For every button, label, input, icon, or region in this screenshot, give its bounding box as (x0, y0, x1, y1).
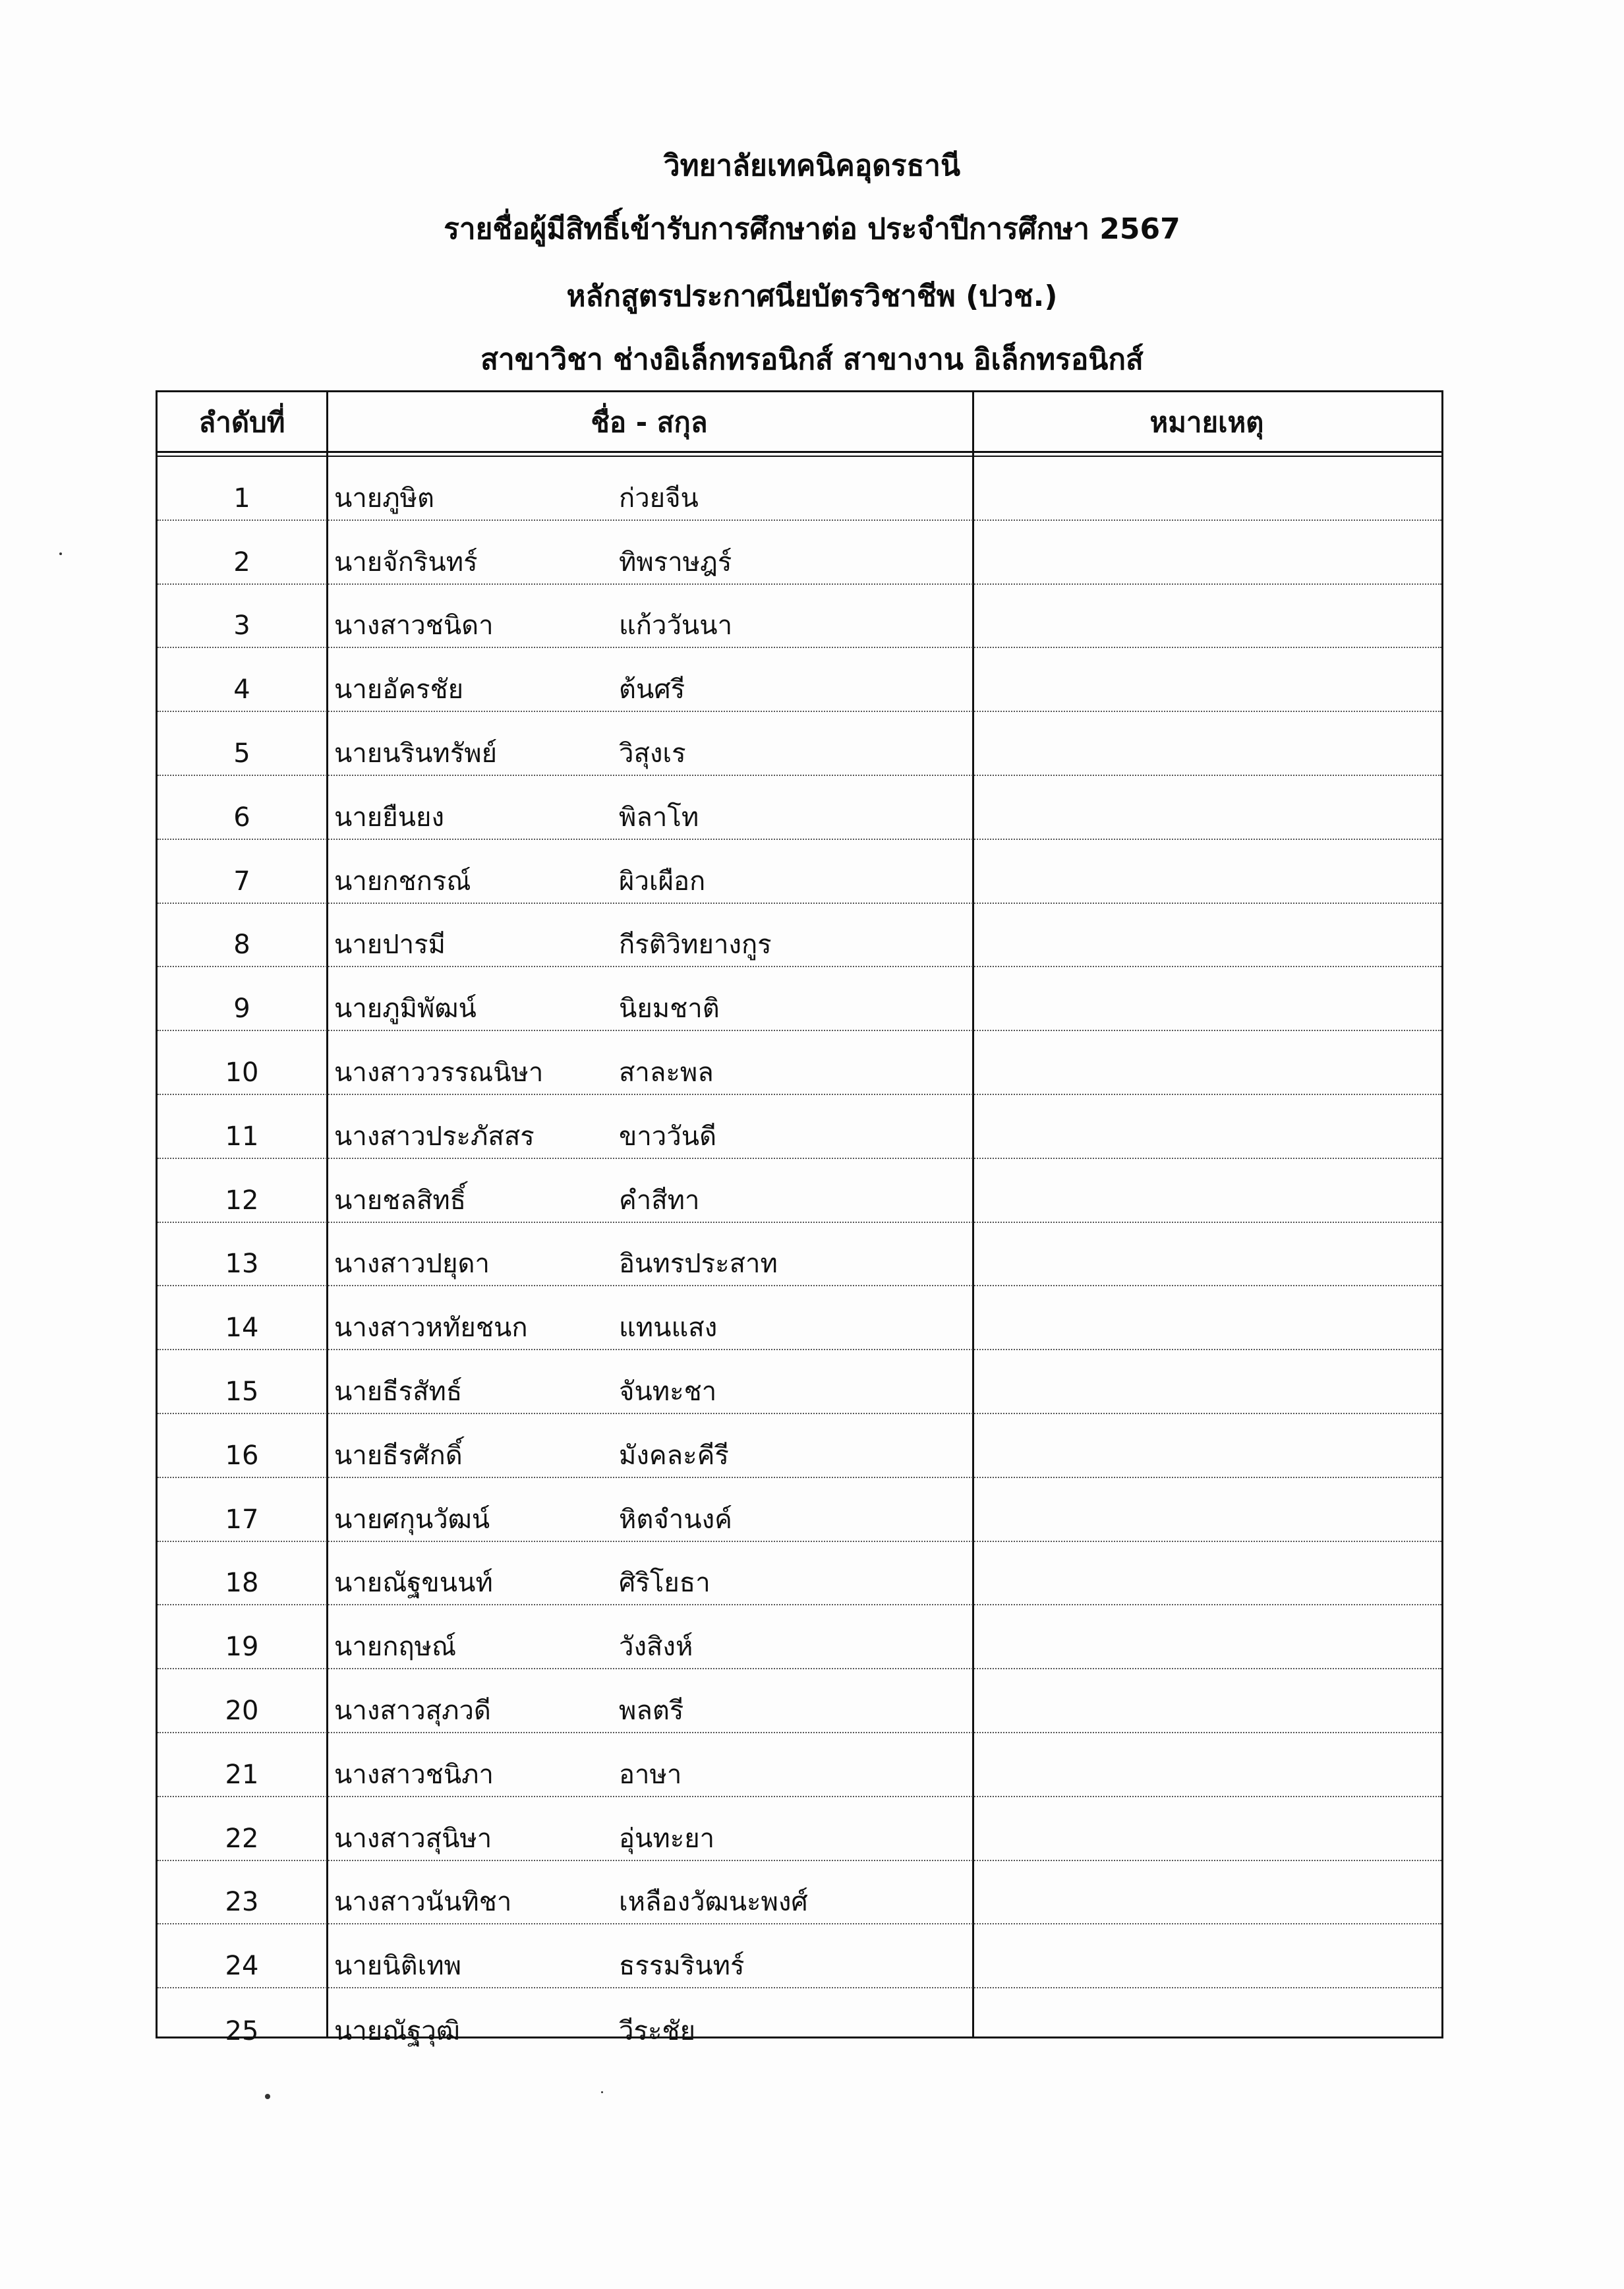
student-last-name: ต้นศรี (619, 674, 685, 705)
student-first-name: นายธีรสัทธ์ (334, 1376, 463, 1407)
student-first-name: นายนิติเทพ (334, 1951, 461, 1982)
table-row (158, 1095, 1441, 1159)
student-last-name: สาละพล (619, 1057, 714, 1088)
table-row (158, 1286, 1441, 1350)
student-first-name: นายยืนยง (334, 802, 444, 833)
student-first-name: นางสาวสุภวดี (334, 1695, 491, 1726)
student-first-name: นายชลสิทธิ์ (334, 1185, 467, 1216)
row-number: 1 (233, 483, 250, 514)
student-last-name: มังคละคีรี (619, 1440, 729, 1471)
row-number: 6 (233, 802, 250, 833)
student-first-name: นายนรินทรัพย์ (334, 738, 498, 769)
institution-title: วิทยาลัยเทคนิคอุดรธานี (663, 149, 961, 183)
table-row (158, 1797, 1441, 1861)
student-first-name: นางสาวสุนิษา (334, 1823, 492, 1854)
table-row (158, 1988, 1441, 2052)
row-number: 2 (233, 547, 250, 578)
student-first-name: นายภูมิพัฒน์ (334, 994, 477, 1025)
table-header (158, 392, 1441, 453)
student-last-name: คำสีทา (619, 1185, 700, 1216)
student-first-name: นายกชกรณ์ (334, 866, 471, 897)
row-number: 19 (225, 1632, 259, 1663)
student-last-name: อาษา (619, 1759, 682, 1790)
student-last-name: วังสิงห์ (619, 1632, 693, 1663)
row-number: 12 (225, 1185, 259, 1216)
header-name: ชื่อ - สกุล (591, 406, 708, 438)
student-first-name: นางสาวชนิดา (334, 610, 494, 641)
table-row (158, 1223, 1441, 1287)
table-row (158, 1031, 1441, 1095)
student-first-name: นายจักรินทร์ (334, 547, 478, 578)
row-number: 24 (225, 1951, 259, 1982)
student-last-name: เหลืองวัฒนะพงศ์ (619, 1887, 808, 1918)
student-last-name: ศิริโยธา (619, 1568, 710, 1599)
table-row (158, 1733, 1441, 1797)
row-number: 25 (225, 2015, 259, 2046)
student-table (156, 390, 1443, 2046)
major-title: สาขาวิชา ช่างอิเล็กทรอนิกส์ สาขางาน อิเล็กทรอนิกส์ (480, 343, 1144, 376)
row-number: 11 (225, 1121, 259, 1152)
program-title: หลักสูตรประกาศนียบัตรวิชาชีพ (ปวช.) (566, 280, 1058, 313)
table-row (158, 1414, 1441, 1478)
student-first-name: นายกฤษณ์ (334, 1632, 457, 1663)
header-number: ลำดับที่ (198, 406, 285, 438)
student-first-name: นายณัฐวุฒิ (334, 2015, 461, 2046)
student-last-name: ธรรมรินทร์ (619, 1951, 745, 1982)
student-last-name: พิลาโท (619, 802, 699, 833)
student-last-name: ขาววันดี (619, 1121, 717, 1152)
student-last-name: หิตจำนงค์ (619, 1504, 732, 1535)
scan-speck (59, 552, 62, 555)
row-number: 7 (233, 866, 250, 897)
row-number: 16 (225, 1440, 259, 1471)
student-last-name: แก้ววันนา (619, 610, 733, 641)
table-body (158, 457, 1441, 2052)
student-last-name: นิยมชาติ (619, 994, 720, 1025)
student-first-name: นายธีรศักดิ์ (334, 1440, 463, 1471)
row-number: 18 (225, 1568, 259, 1599)
student-last-name: อินทรประสาท (619, 1249, 778, 1280)
row-number: 14 (225, 1313, 259, 1344)
table-row (158, 585, 1441, 649)
row-number: 3 (233, 610, 250, 641)
scan-speck (265, 2094, 270, 2099)
student-last-name: วิสุงเร (619, 738, 686, 769)
table-row (158, 776, 1441, 840)
student-last-name: พลตรี (619, 1695, 684, 1726)
student-first-name: นายศกุนวัฒน์ (334, 1504, 490, 1535)
student-first-name: นางสาวประภัสสร (334, 1121, 535, 1152)
table-row (158, 1542, 1441, 1606)
row-number: 23 (225, 1887, 259, 1918)
student-first-name: นายภูษิต (334, 483, 434, 514)
student-last-name: แทนแสง (619, 1313, 718, 1344)
header-note: หมายเหตุ (1149, 406, 1264, 438)
row-number: 4 (233, 674, 250, 705)
table-row (158, 840, 1441, 904)
row-number: 17 (225, 1504, 259, 1535)
table-row (158, 904, 1441, 968)
student-last-name: ผิวเผือก (619, 866, 706, 897)
student-first-name: นางสาวนันทิชา (334, 1887, 512, 1918)
table-row (158, 457, 1441, 521)
row-number: 13 (225, 1249, 259, 1280)
row-number: 8 (233, 930, 250, 961)
student-first-name: นางสาววรรณนิษา (334, 1057, 544, 1088)
row-number: 15 (225, 1376, 259, 1407)
student-last-name: วีระชัย (619, 2015, 696, 2046)
row-number: 10 (225, 1057, 259, 1088)
table-row (158, 1924, 1441, 1988)
list-title: รายชื่อผู้มีสิทธิ์เข้ารับการศึกษาต่อ ประจำปีการศึกษา 2567 (444, 212, 1180, 246)
student-first-name: นางสาวหทัยชนก (334, 1313, 528, 1344)
student-last-name: จันทะชา (619, 1376, 717, 1407)
table-row (158, 1861, 1441, 1925)
row-number: 20 (225, 1695, 259, 1726)
row-number: 21 (225, 1759, 259, 1790)
row-number: 22 (225, 1823, 259, 1854)
table-row (158, 648, 1441, 712)
student-first-name: นายอัครชัย (334, 674, 464, 705)
table-row (158, 1478, 1441, 1542)
table-row (158, 1669, 1441, 1733)
student-last-name: กีรติวิทยางกูร (619, 930, 772, 961)
table-row (158, 521, 1441, 585)
table-row (158, 1350, 1441, 1414)
student-first-name: นายปารมี (334, 930, 446, 961)
row-number: 9 (233, 994, 250, 1025)
table-row (158, 1159, 1441, 1223)
student-last-name: อุ่นทะยา (619, 1823, 715, 1854)
student-first-name: นางสาวชนิภา (334, 1759, 494, 1790)
table-row (158, 967, 1441, 1031)
student-first-name: นายณัฐขนนท์ (334, 1568, 493, 1599)
scan-speck (601, 2091, 603, 2093)
student-last-name: ทิพราษฎร์ (619, 547, 732, 578)
table-row (158, 712, 1441, 776)
student-last-name: ก่วยจีน (619, 483, 699, 514)
student-first-name: นางสาวปยุดา (334, 1249, 490, 1280)
table-row (158, 1605, 1441, 1669)
row-number: 5 (233, 738, 250, 769)
